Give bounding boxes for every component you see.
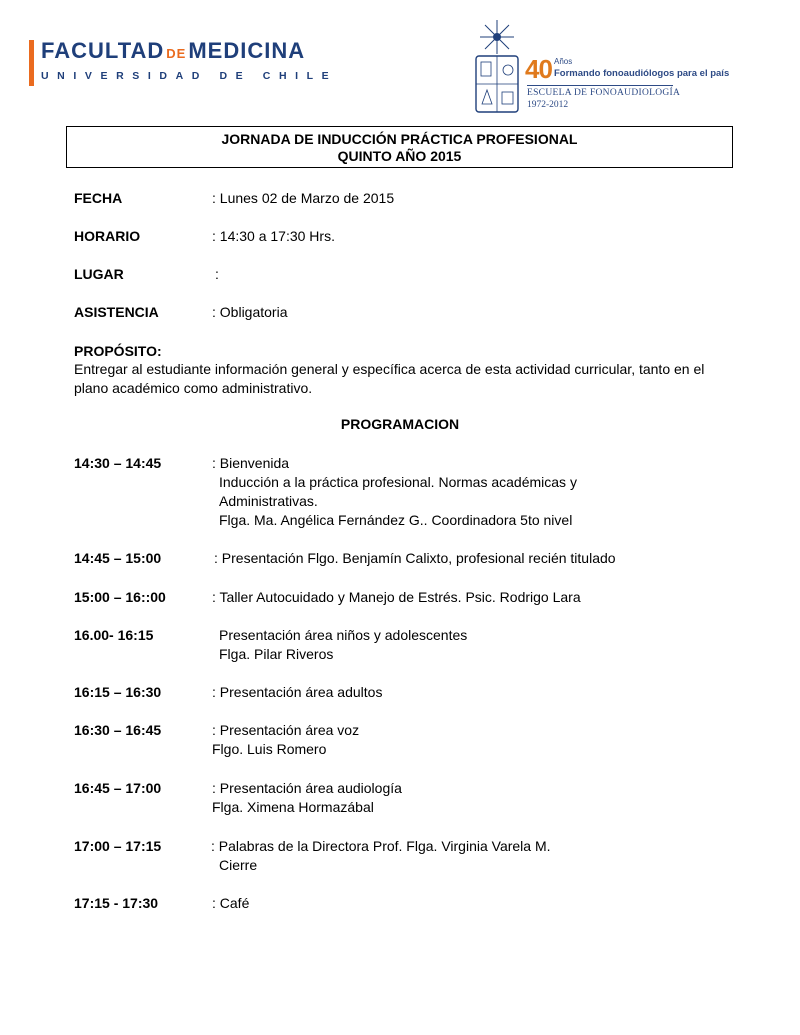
schedule-time: 14:30 – 14:45 bbox=[74, 455, 162, 471]
faculty-name: FACULTAD DEMEDICINA bbox=[41, 38, 306, 63]
schedule-activity: : Presentación Flgo. Benjamín Calixto, profesional recién titulado bbox=[214, 550, 616, 566]
schedule-time: 16:30 – 16:45 bbox=[74, 722, 162, 738]
schedule-activity-detail: Administrativas. bbox=[219, 493, 318, 509]
schedule-time: 16.00- 16:15 bbox=[74, 627, 154, 643]
info-label-asistencia: ASISTENCIA bbox=[74, 304, 159, 320]
schedule-activity-detail: Flgo. Luis Romero bbox=[212, 741, 327, 757]
school-name: ESCUELA DE FONOAUDIOLOGÍA bbox=[527, 88, 681, 98]
faculty-logo-bar bbox=[29, 40, 34, 86]
info-value-lugar: : bbox=[215, 266, 219, 282]
info-value-fecha: : Lunes 02 de Marzo de 2015 bbox=[212, 190, 395, 206]
schedule-time: 16:45 – 17:00 bbox=[74, 780, 162, 796]
schedule-activity-detail: Flga. Ximena Hormazábal bbox=[212, 799, 374, 815]
schedule-activity: : Taller Autocuidado y Manejo de Estrés. Psic. Rodrigo Lara bbox=[212, 589, 581, 605]
schedule-activity-detail: Cierre bbox=[219, 857, 258, 873]
info-label-fecha: FECHA bbox=[74, 190, 123, 206]
info-value-asistencia: : Obligatoria bbox=[212, 304, 288, 320]
school-years: 1972-2012 bbox=[527, 100, 569, 110]
schedule-time: 14:45 – 15:00 bbox=[74, 550, 162, 566]
schedule-activity-detail: Flga. Pilar Riveros bbox=[219, 646, 334, 662]
info-label-lugar: LUGAR bbox=[74, 266, 124, 282]
program-heading: PROGRAMACION bbox=[340, 416, 460, 432]
document-title: JORNADA DE INDUCCIÓN PRÁCTICA PROFESIONAL bbox=[221, 131, 578, 147]
logo-divider bbox=[527, 85, 673, 86]
purpose-text-line1: Entregar al estudiante información general y específica acerca de esta actividad curricular, tanto en el bbox=[74, 361, 705, 377]
schedule-activity: : Palabras de la Directora Prof. Flga. Virginia Varela M. bbox=[211, 838, 551, 854]
school-tagline: Formando fonoaudiólogos para el país bbox=[554, 68, 730, 79]
schedule-time: 15:00 – 16::00 bbox=[74, 589, 166, 605]
university-crest-icon bbox=[472, 18, 522, 118]
schedule-activity: : Presentación área voz bbox=[212, 722, 360, 738]
schedule-activity-detail: Flga. Ma. Angélica Fernández G.. Coordinadora 5to nivel bbox=[219, 512, 573, 528]
anniversary-word: Años bbox=[554, 57, 573, 66]
schedule-time: 16:15 – 16:30 bbox=[74, 684, 162, 700]
info-value-horario: : 14:30 a 17:30 Hrs. bbox=[212, 228, 335, 244]
info-label-horario: HORARIO bbox=[74, 228, 141, 244]
title-box bbox=[66, 126, 733, 168]
schedule-activity: Presentación área niños y adolescentes bbox=[219, 627, 468, 643]
schedule-time: 17:00 – 17:15 bbox=[74, 838, 162, 854]
schedule-activity: : Presentación área adultos bbox=[212, 684, 383, 700]
schedule-activity: : Bienvenida bbox=[212, 455, 290, 471]
university-name: UNIVERSIDAD DE CHILE bbox=[41, 70, 338, 82]
purpose-text-line2: plano académico como administrativo. bbox=[74, 380, 313, 396]
document-subtitle: QUINTO AÑO 2015 bbox=[337, 148, 462, 164]
schedule-activity: : Presentación área audiología bbox=[212, 780, 402, 796]
anniversary-number: 40 bbox=[525, 54, 552, 84]
purpose-heading: PROPÓSITO: bbox=[74, 343, 162, 359]
schedule-time: 17:15 - 17:30 bbox=[74, 895, 159, 911]
schedule-activity: : Café bbox=[212, 895, 250, 911]
schedule-activity-detail: Inducción a la práctica profesional. Normas académicas y bbox=[219, 474, 577, 490]
